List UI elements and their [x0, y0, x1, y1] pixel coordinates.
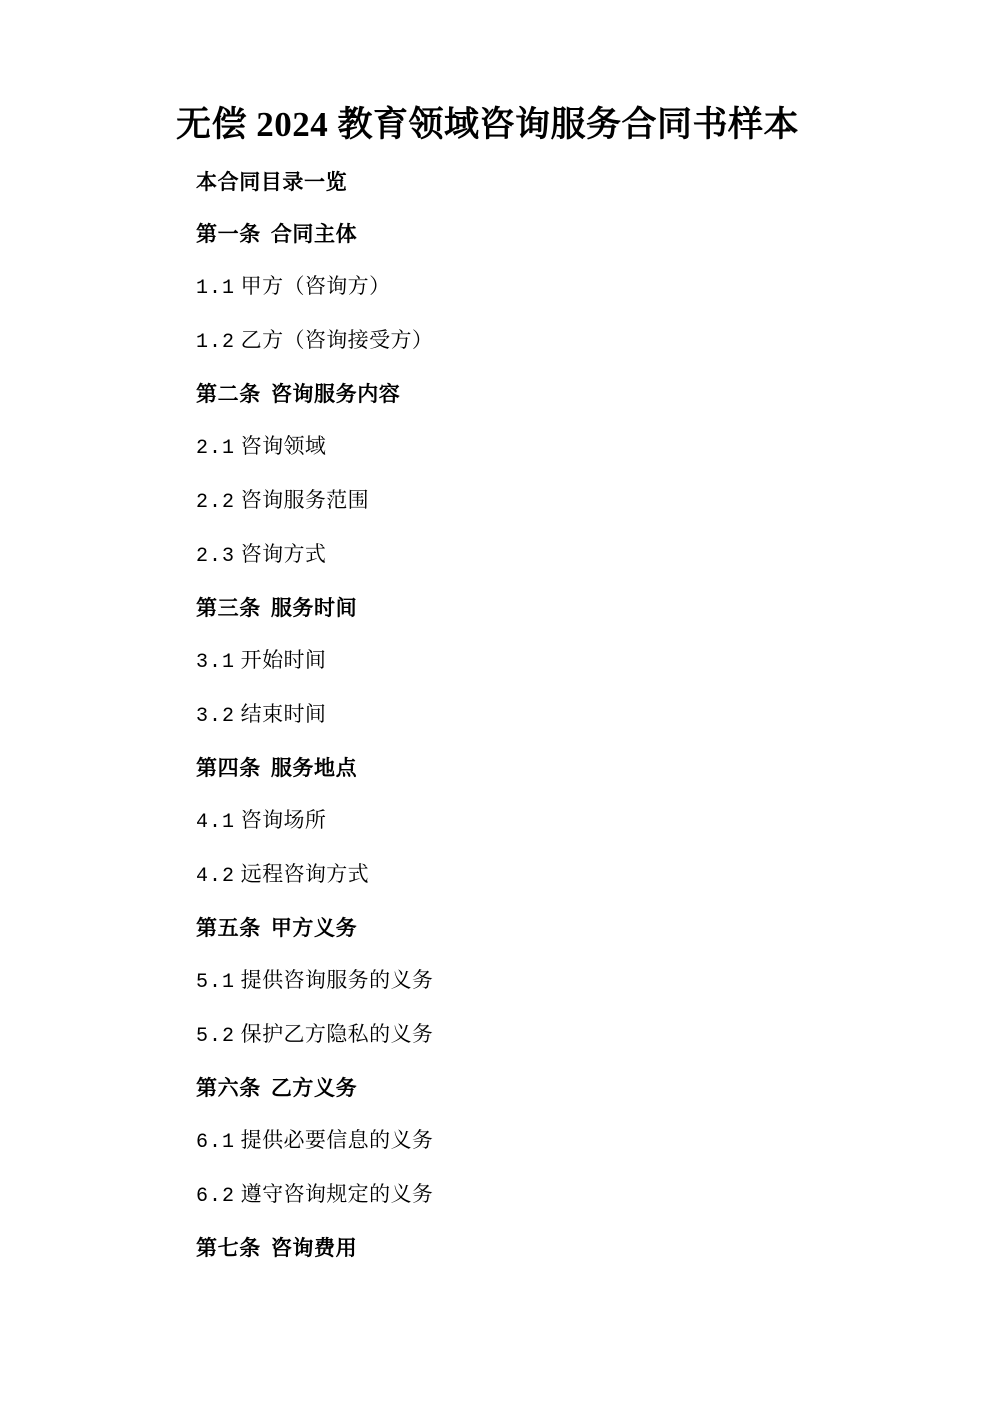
toc-sub-number: 3.2: [196, 705, 236, 728]
toc-sub-label: 遵守咨询规定的义务: [240, 1182, 434, 1206]
toc-entry-sub: [176, 864, 881, 887]
toc-section-number: 第二条: [196, 382, 261, 406]
toc-entry-sub: [176, 704, 881, 727]
toc-sub-label: 提供必要信息的义务: [240, 1128, 434, 1152]
toc-sub-number: 5.1: [196, 971, 236, 994]
toc-section-label: 甲方义务: [270, 916, 358, 940]
toc-entry-heading: [176, 1238, 881, 1259]
toc-entry-heading: [176, 758, 881, 779]
toc-sub-label: 咨询服务范围: [240, 488, 370, 512]
toc-sub-label: 咨询领域: [240, 434, 327, 458]
toc-sub-label: 乙方（咨询接受方）: [240, 328, 434, 352]
toc-entry-sub: [176, 330, 881, 353]
toc-entry-sub: [176, 1024, 881, 1047]
toc-sub-number: 1.2: [196, 331, 236, 354]
toc-entry-sub: [176, 1184, 881, 1207]
toc-sub-number: 2.2: [196, 491, 236, 514]
page-title: 无偿 2024 教育领域咨询服务合同书样本: [176, 105, 800, 144]
toc-entry-sub: [176, 436, 881, 459]
toc-intro: 本合同目录一览: [196, 170, 348, 194]
toc-sub-number: 4.1: [196, 811, 236, 834]
toc-section-label: 咨询服务内容: [270, 382, 401, 406]
toc-sub-label: 提供咨询服务的义务: [240, 968, 434, 992]
toc-entry-heading: [176, 384, 881, 405]
toc-section-number: 第一条: [196, 222, 261, 246]
toc-sub-label: 结束时间: [240, 702, 327, 726]
toc-entry-sub: [176, 490, 881, 513]
toc-sub-label: 甲方（咨询方）: [240, 274, 391, 298]
toc-entry-heading: [176, 1078, 881, 1099]
toc-sub-label: 开始时间: [240, 648, 327, 672]
toc-entry-sub: [176, 970, 881, 993]
toc-section-label: 合同主体: [270, 222, 358, 246]
toc-sub-number: 6.2: [196, 1185, 236, 1208]
toc-entry-heading: [176, 598, 881, 619]
toc-sub-number: 2.3: [196, 545, 236, 568]
toc-sub-number: 2.1: [196, 437, 236, 460]
toc-sub-label: 保护乙方隐私的义务: [240, 1022, 434, 1046]
toc-sub-number: 1.1: [196, 277, 236, 300]
toc-sub-number: 3.1: [196, 651, 236, 674]
toc-entry-sub: [176, 276, 881, 299]
toc-section-label: 咨询费用: [270, 1236, 358, 1260]
toc-sub-label: 远程咨询方式: [240, 862, 370, 886]
toc-section-label: 服务地点: [270, 756, 358, 780]
toc-entry-sub: [176, 544, 881, 567]
toc-section-number: 第七条: [196, 1236, 261, 1260]
toc-section-label: 乙方义务: [270, 1076, 358, 1100]
toc-entry-sub: [176, 810, 881, 833]
toc-section-number: 第三条: [196, 596, 261, 620]
toc-section-label: 服务时间: [270, 596, 358, 620]
toc-section-number: 第五条: [196, 916, 261, 940]
toc-sub-label: 咨询方式: [240, 542, 327, 566]
toc-sub-number: 6.1: [196, 1131, 236, 1154]
toc-entry-sub: [176, 650, 881, 673]
toc-entry-heading: [176, 918, 881, 939]
toc-sub-number: 5.2: [196, 1025, 236, 1048]
toc-sub-number: 4.2: [196, 865, 236, 888]
toc-section-number: 第六条: [196, 1076, 261, 1100]
toc-entry-sub: [176, 1130, 881, 1153]
toc-entry-heading: [176, 224, 881, 245]
toc-section-number: 第四条: [196, 756, 261, 780]
toc-sub-label: 咨询场所: [240, 808, 327, 832]
